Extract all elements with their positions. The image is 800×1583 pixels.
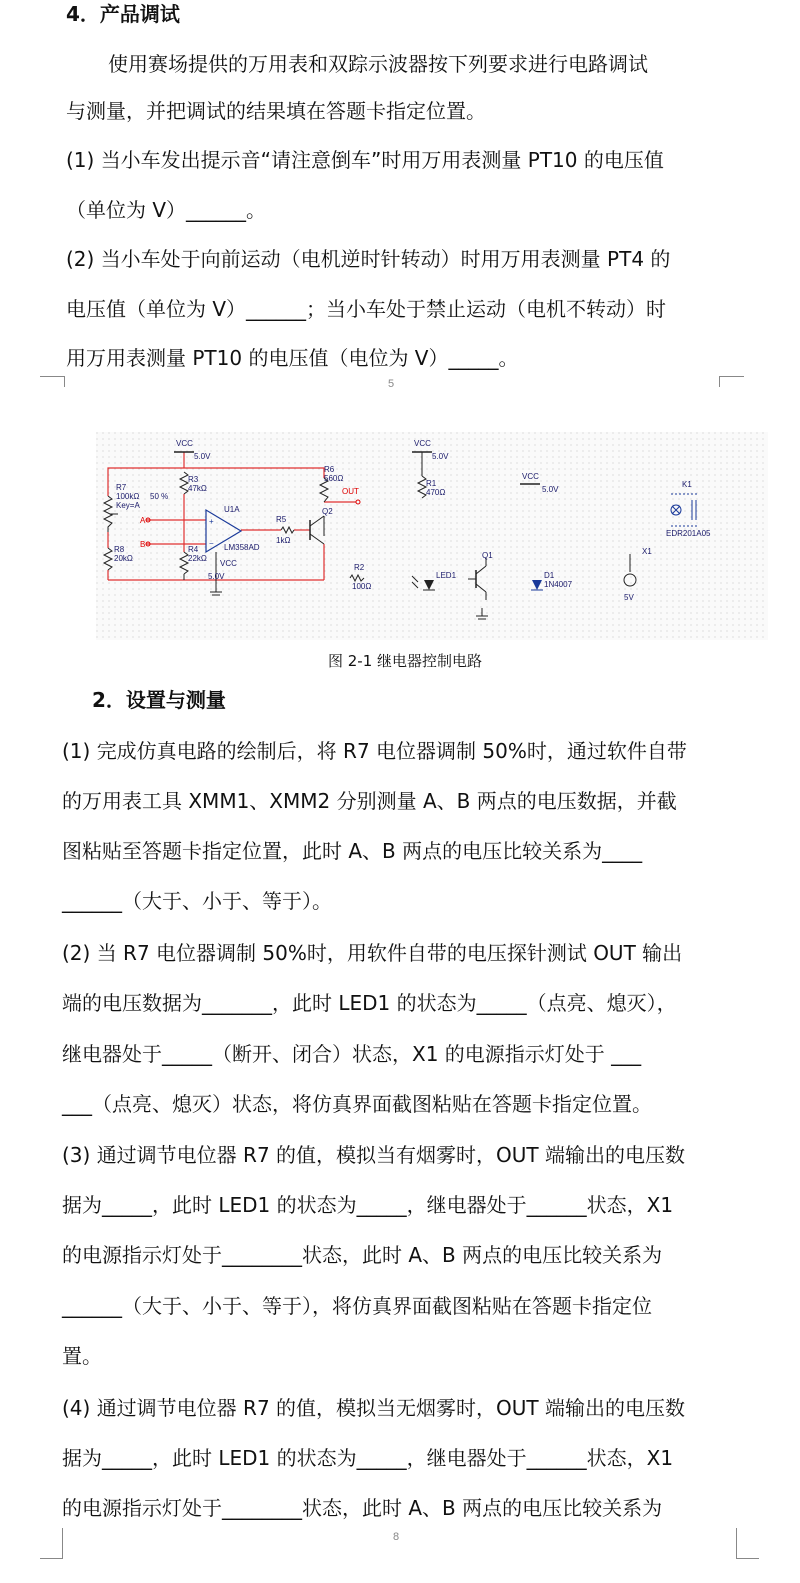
opamp-part: LM358AD	[224, 543, 260, 552]
r4-label: R4	[188, 545, 199, 554]
q2-label: Q2	[322, 507, 333, 516]
r6-value: 560Ω	[324, 474, 344, 483]
r5-value: 1kΩ	[276, 536, 291, 545]
r7-value: 100kΩ	[116, 492, 140, 501]
question-line: 继电器处于_____（断开、闭合）状态，X1 的电源指示灯处于 ___	[62, 1042, 642, 1066]
crop-mark	[40, 1528, 63, 1559]
r7-percent: 50 %	[150, 492, 169, 501]
vcc-voltage: 5.0V	[194, 452, 211, 461]
x1-value: 5V	[624, 593, 634, 602]
r6-label: R6	[324, 465, 335, 474]
vcc-right-label: VCC	[522, 472, 539, 481]
r3-label: R3	[188, 475, 199, 484]
page-number: 5	[388, 378, 395, 390]
question-line: 电压值（单位为 V）______；当小车处于禁止运动（电机不转动）时	[66, 297, 667, 321]
section-heading-product-debug: 4．产品调试	[66, 2, 180, 26]
r8-value: 20kΩ	[114, 554, 133, 563]
svg-text:+: +	[209, 517, 214, 526]
opamp-name: U1A	[224, 505, 240, 514]
question-line: (1) 当小车发出提示音“请注意倒车”时用万用表测量 PT10 的电压值	[66, 148, 664, 172]
figure-caption: 图 2-1 继电器控制电路	[328, 652, 483, 670]
question-line: 图粘贴至答题卡指定位置，此时 A、B 两点的电压比较关系为____	[62, 839, 643, 863]
vcc-mid-label: VCC	[414, 439, 431, 448]
question-line: (2) 当 R7 电位器调制 50%时，用软件自带的电压探针测试 OUT 输出	[62, 941, 683, 965]
question-line: (3) 通过调节电位器 R7 的值，模拟当有烟雾时，OUT 端输出的电压数	[62, 1143, 685, 1167]
question-line: ______（大于、小于、等于）。	[62, 889, 332, 913]
question-line: 的万用表工具 XMM1、XMM2 分别测量 A、B 两点的电压数据，并截	[62, 789, 677, 813]
question-line: 的电源指示灯处于________状态，此时 A、B 两点的电压比较关系为	[62, 1243, 663, 1267]
r7-label: R7	[116, 483, 127, 492]
relay-control-circuit-diagram	[96, 432, 768, 640]
r1-label: R1	[426, 479, 437, 488]
d1-label: D1	[544, 571, 555, 580]
r4-value: 22kΩ	[188, 554, 207, 563]
question-line: 的电源指示灯处于________状态，此时 A、B 两点的电压比较关系为	[62, 1496, 663, 1520]
question-line: 据为_____，此时 LED1 的状态为_____，继电器处于______状态，X1	[62, 1193, 674, 1217]
crop-mark	[719, 376, 744, 387]
r2-value: 100Ω	[352, 582, 372, 591]
r3-value: 47kΩ	[188, 484, 207, 493]
x1-label: X1	[642, 547, 652, 556]
vcc-right-voltage: 5.0V	[542, 485, 559, 494]
question-line: ______（大于、小于、等于），将仿真界面截图粘贴在答题卡指定位	[62, 1294, 652, 1318]
r8-label: R8	[114, 545, 125, 554]
question-line: （单位为 V）______。	[66, 198, 267, 222]
q1-label: Q1	[482, 551, 493, 560]
question-line: (4) 通过调节电位器 R7 的值，模拟当无烟雾时，OUT 端输出的电压数	[62, 1396, 685, 1420]
paragraph-line: 使用赛场提供的万用表和双踪示波器按下列要求进行电路调试	[108, 52, 648, 76]
page-number: 8	[393, 1531, 400, 1543]
vcc-bottom-label: VCC	[220, 559, 237, 568]
r1-value: 470Ω	[426, 488, 446, 497]
paragraph-line: 与测量，并把调试的结果填在答题卡指定位置。	[66, 99, 486, 123]
question-line: (1) 完成仿真电路的绘制后，将 R7 电位器调制 50%时，通过软件自带	[62, 739, 687, 763]
question-line: 用万用表测量 PT10 的电压值（电位为 V）_____。	[66, 346, 519, 370]
question-line: (2) 当小车处于向前运动（电机逆时针转动）时用万用表测量 PT4 的	[66, 247, 671, 271]
out-label: OUT	[342, 487, 359, 496]
vcc-bottom-voltage: 5.0V	[208, 572, 225, 581]
vcc-label: VCC	[176, 439, 193, 448]
k1-label: K1	[682, 480, 692, 489]
r7-key: Key=A	[116, 501, 140, 510]
question-line: ___（点亮、熄灭）状态，将仿真界面截图粘贴在答题卡指定位置。	[62, 1092, 652, 1116]
r5-label: R5	[276, 515, 287, 524]
led1-label: LED1	[436, 571, 457, 580]
crop-mark	[736, 1528, 759, 1559]
probe-b-label: B	[140, 540, 146, 549]
question-line: 据为_____，此时 LED1 的状态为_____，继电器处于______状态，X1	[62, 1446, 674, 1470]
k1-value: EDR201A05	[666, 529, 711, 538]
vcc-mid-voltage: 5.0V	[432, 452, 449, 461]
r2-label: R2	[354, 563, 365, 572]
section-heading-setup-measure: 2．设置与测量	[92, 688, 226, 712]
question-line: 置。	[62, 1344, 102, 1368]
probe-a-label: A	[140, 516, 146, 525]
crop-mark	[40, 376, 65, 387]
d1-value: 1N4007	[544, 580, 573, 589]
svg-text:−: −	[209, 539, 214, 548]
question-line: 端的电压数据为_______，此时 LED1 的状态为_____（点亮、熄灭），	[62, 991, 677, 1015]
